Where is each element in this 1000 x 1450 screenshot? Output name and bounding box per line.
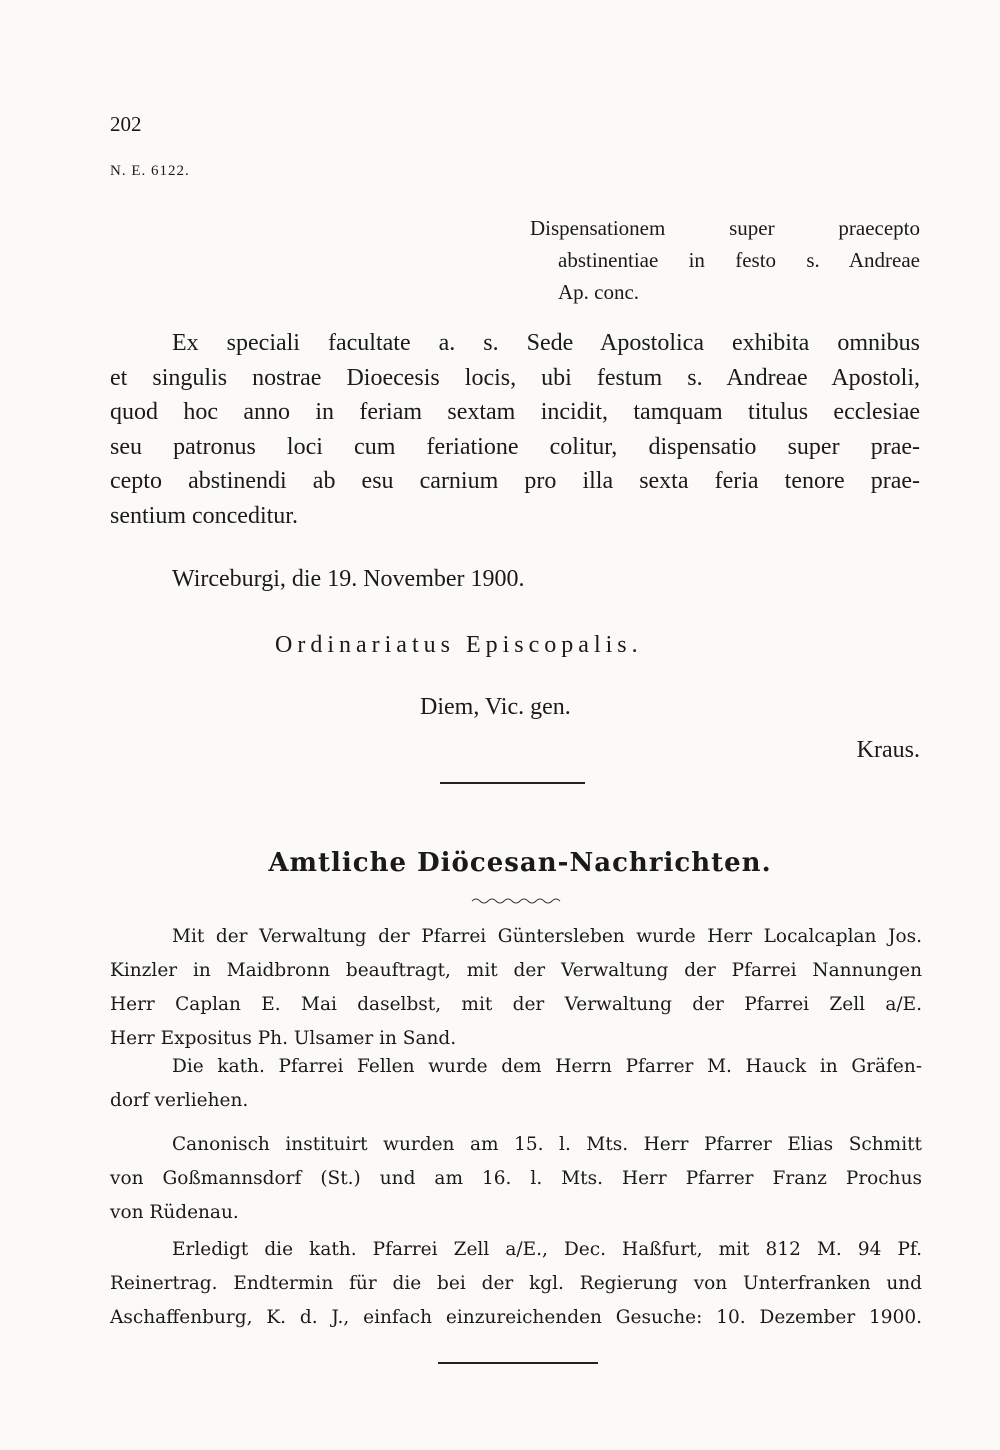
news-line: Herr Caplan E. Mai daselbst, mit der Verwaltung der Pfarrei Zell a/E. (110, 994, 922, 1015)
section-divider (440, 782, 585, 784)
news-line: Herr Expositus Ph. Ulsamer in Sand. (110, 1028, 457, 1049)
news-line: dorf verliehen. (110, 1090, 249, 1111)
subject-line: abstinentiae in festo s. Andreae (558, 248, 920, 272)
ornament-divider (470, 896, 565, 906)
news-line: Die kath. Pfarrei Fellen wurde dem Herrn Pfarrer M. Hauck in Gräfen- (172, 1056, 922, 1077)
news-line: von Rüdenau. (110, 1202, 239, 1223)
signer-name: Kraus. (856, 737, 920, 763)
signer-vicar: Diem, Vic. gen. (420, 694, 571, 720)
body-line: et singulis nostrae Dioecesis locis, ubi festum s. Andreae Apostoli, (110, 364, 920, 391)
body-line: cepto abstinendi ab esu carnium pro illa sexta feria tenore prae- (110, 468, 920, 495)
news-item (110, 1233, 922, 1335)
news-item (110, 920, 922, 1056)
page-number: 202 (110, 112, 142, 136)
section-heading: Amtliche Diöcesan-Nachrichten. (268, 848, 772, 878)
decree-subject (530, 212, 920, 308)
body-line: Ex speciali facultate a. s. Sede Apostolica exhibita omnibus (172, 330, 920, 356)
news-line: Reinertrag. Endtermin für die bei der kgl. Regierung von Unterfranken und (110, 1273, 922, 1294)
news-line: Kinzler in Maidbronn beauftragt, mit der Verwaltung der Pfarrei Nannungen (110, 960, 922, 981)
dateline: Wirceburgi, die 19. November 1900. (172, 566, 525, 592)
body-line: quod hoc anno in feriam sextam incidit, tamquam titulus ecclesiae (110, 399, 920, 426)
body-line: seu patronus loci cum feriatione colitur, dispensatio super prae- (110, 433, 920, 460)
news-line: Aschaffenburg, K. d. J., einfach einzureichenden Gesuche: 10. Dezember 1900. (110, 1307, 922, 1328)
news-line: Canonisch instituirt wurden am 15. l. Mts. Herr Pfarrer Elias Schmitt (172, 1134, 922, 1155)
subject-line: Ap. conc. (558, 280, 640, 304)
issuing-office: Ordinariatus Episcopalis. (275, 632, 643, 658)
news-item (110, 1128, 922, 1230)
subject-line: Dispensationem super praecepto (530, 216, 920, 240)
news-line: Erledigt die kath. Pfarrei Zell a/E., Dec. Haßfurt, mit 812 M. 94 Pf. (172, 1239, 922, 1260)
reference-number: N. E. 6122. (110, 163, 190, 179)
body-line: sentium conceditur. (110, 502, 298, 529)
news-item (110, 1050, 922, 1118)
decree-body (110, 326, 920, 534)
end-divider (438, 1362, 598, 1364)
news-line: von Goßmannsdorf (St.) und am 16. l. Mts. Herr Pfarrer Franz Prochus (110, 1168, 922, 1189)
news-line: Mit der Verwaltung der Pfarrei Güntersleben wurde Herr Localcaplan Jos. (172, 926, 922, 947)
